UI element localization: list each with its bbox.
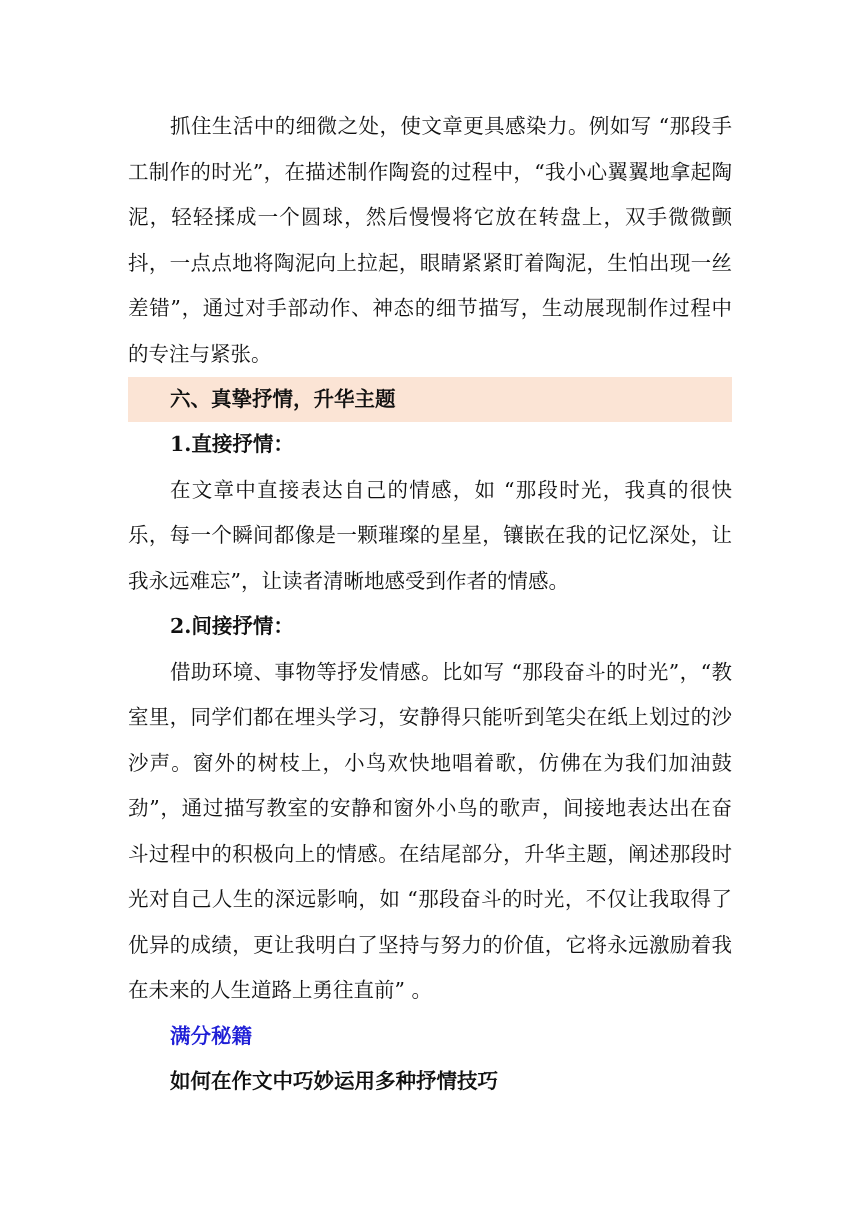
paragraph-detail-description: 抓住生活中的细微之处，使文章更具感染力。例如写 “那段手工制作的时光”，在描述制作陶瓷的过程中，“我小心翼翼地拿起陶泥，轻轻揉成一个圆球，然后慢慢将它放在转盘上，双手微微颤抖，一点点地将陶泥向上拉起，眼睛紧紧盯着陶泥，生怕出现一丝差错”，通过对手部动作、神态的细节描写，生动展现制作过程中的专注与紧张。 xyxy=(128,114,732,366)
paragraph-indirect-lyricism: 借助环境、事物等抒发情感。比如写 “那段奋斗的时光”，“教室里，同学们都在埋头学习，安静得只能听到笔尖在纸上划过的沙沙声。窗外的树枝上，小鸟欢快地唱着歌，仿佛在为我们加油鼓劲”，通过描写教室的安静和窗外小鸟的歌声，间接地表达出在奋斗过程中的积极向上的情感。在结尾部分，升华主题，阐述那段时光对自己人生的深远影响，如 “那段奋斗的时光，不仅让我取得了优异的成绩，更让我明白了坚持与努力的价值，它将永远激励着我在未来的人生道路上勇往直前” 。 xyxy=(128,659,732,1002)
subheading-direct-lyricism: 1.直接抒情： xyxy=(170,432,294,456)
document-content xyxy=(128,104,732,1105)
tips-label: 满分秘籍 xyxy=(170,1023,252,1048)
paragraph-direct-lyricism: 在文章中直接表达自己的情感，如 “那段时光，我真的很快乐，每一个瞬间都像是一颗璀璨的星星，镶嵌在我的记忆深处，让我永远难忘”，让读者清晰地感受到作者的情感。 xyxy=(128,477,732,593)
subheading-indirect-lyricism: 2.间接抒情： xyxy=(170,614,294,638)
tips-title: 如何在作文中巧妙运用多种抒情技巧 xyxy=(170,1069,498,1093)
section-heading: 六、真挚抒情，升华主题 xyxy=(128,377,732,422)
